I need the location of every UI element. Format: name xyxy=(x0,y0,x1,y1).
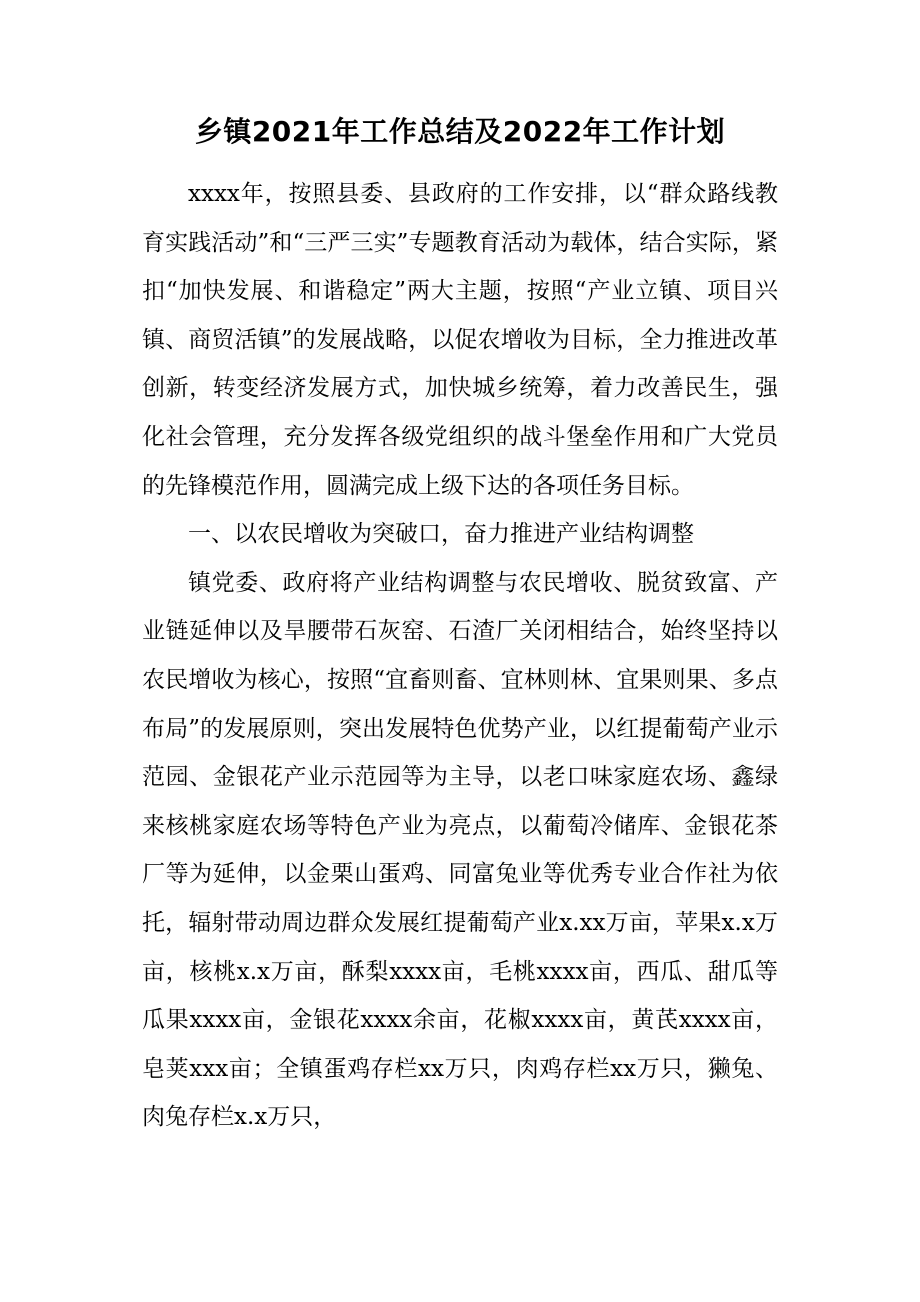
section-paragraph: 镇党委、政府将产业结构调整与农民增收、脱贫致富、产业链延伸以及旱腰带石灰窑、石渣厂关闭相结合，始终坚持以农民增收为核心，按照“宜畜则畜、宜林则林、宜果则果、多点布局”的发展原则，突出发展特色优势产业，以红提葡萄产业示范园、金银花产业示范园等为主导，以老口味家庭农场、鑫绿来核桃家庭农场等特色产业为亮点，以葡萄冷储库、金银花茶厂等为延伸，以金栗山蛋鸡、同富兔业等优秀专业合作社为依托，辐射带动周边群众发展红提葡萄产业x.xx万亩，苹果x.x万亩，核桃x.x万亩，酥梨xxxx亩，毛桃xxxx亩，西瓜、甜瓜等瓜果xxxx亩，金银花xxxx余亩，花椒xxxx亩，黄芪xxxx亩，皂荚xxx亩；全镇蛋鸡存栏xx万只，肉鸡存栏xx万只，獭兔、肉兔存栏x.x万只， xyxy=(142,569,778,1131)
document-title: 乡镇2021年工作总结及2022年工作计划 xyxy=(194,115,726,148)
intro-paragraph: xxxx年，按照县委、县政府的工作安排，以“群众路线教育实践活动”和“三严三实”专题教育活动为载体，结合实际，紧扣“加快发展、和谐稳定”两大主题，按照“产业立镇、项目兴镇、商贸活镇”的发展战略，以促农增收为目标，全力推进改革创新，转变经济发展方式，加快城乡统筹，着力改善民生，强化社会管理，充分发挥各级党组织的战斗堡垒作用和广大党员的先锋模范作用，圆满完成上级下达的各项任务目标。 xyxy=(142,181,778,499)
document-body xyxy=(142,170,778,1142)
section-heading: 一、以农民增收为突破口，奋力推进产业结构调整 xyxy=(188,521,694,548)
